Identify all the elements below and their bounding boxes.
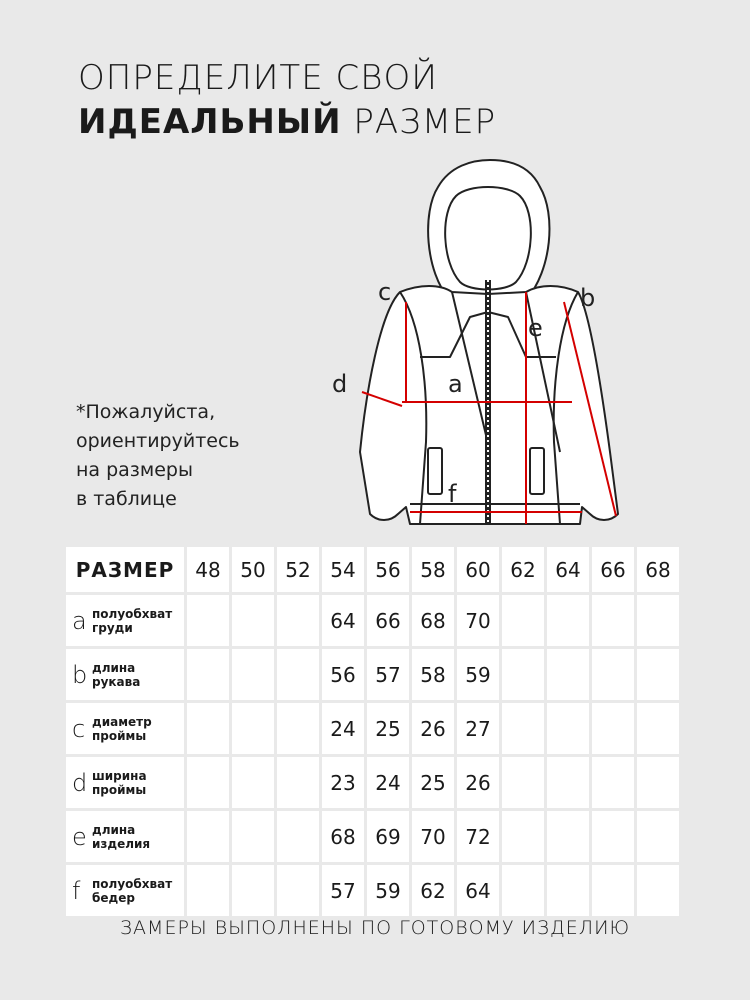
row-label	[66, 595, 184, 646]
row-param	[92, 607, 172, 635]
table-cell	[592, 811, 634, 862]
table-cell: 70	[412, 811, 454, 862]
label-e: e	[528, 314, 543, 342]
table-cell	[232, 703, 274, 754]
table-cell	[232, 757, 274, 808]
row-label	[66, 703, 184, 754]
table-row	[66, 757, 679, 808]
size-table	[63, 544, 682, 919]
table-cell: 68	[412, 595, 454, 646]
row-param-line: полуобхват	[92, 876, 173, 891]
note-line: в таблице	[76, 488, 177, 510]
header-size-62: 62	[502, 547, 544, 592]
table-cell	[277, 649, 319, 700]
table-cell: 24	[367, 757, 409, 808]
header-size-58: 58	[412, 547, 454, 592]
table-cell: 59	[457, 649, 499, 700]
row-label	[66, 865, 184, 916]
hood-opening	[445, 187, 531, 290]
title-line-2	[78, 100, 496, 144]
table-cell	[547, 649, 589, 700]
table-cell: 23	[322, 757, 364, 808]
row-param	[92, 769, 147, 797]
table-cell	[277, 703, 319, 754]
header-size-66: 66	[592, 547, 634, 592]
table-cell	[592, 649, 634, 700]
row-param-line: длина	[92, 822, 136, 837]
row-param-line: рукава	[92, 674, 141, 689]
table-cell: 59	[367, 865, 409, 916]
table-cell	[502, 703, 544, 754]
row-letter: c	[72, 714, 86, 743]
table-cell: 57	[367, 649, 409, 700]
table-cell	[547, 703, 589, 754]
table-cell: 68	[322, 811, 364, 862]
table-cell	[502, 595, 544, 646]
table-row	[66, 703, 679, 754]
row-param-line: полуобхват	[92, 606, 173, 621]
table-cell	[187, 757, 229, 808]
table-cell	[637, 865, 679, 916]
row-param-line: бедер	[92, 890, 135, 905]
table-cell: 66	[367, 595, 409, 646]
table-header-row	[66, 547, 679, 592]
table-cell	[637, 811, 679, 862]
row-label	[66, 649, 184, 700]
header-label: РАЗМЕР	[66, 547, 184, 592]
table-cell	[232, 595, 274, 646]
left-pocket	[428, 448, 442, 494]
header-size-54: 54	[322, 547, 364, 592]
table-cell: 26	[412, 703, 454, 754]
table-cell: 27	[457, 703, 499, 754]
table-cell	[502, 811, 544, 862]
jacket-diagram	[320, 152, 640, 537]
table-cell	[547, 865, 589, 916]
note-line: ориентируйтесь	[76, 430, 240, 452]
table-cell	[232, 811, 274, 862]
table-cell: 56	[322, 649, 364, 700]
table-cell	[637, 595, 679, 646]
table-cell	[277, 811, 319, 862]
table-cell	[187, 703, 229, 754]
row-letter: b	[72, 660, 88, 689]
row-label	[66, 757, 184, 808]
table-cell	[637, 703, 679, 754]
label-a: a	[448, 370, 463, 398]
row-param	[92, 661, 140, 689]
table-cell	[502, 757, 544, 808]
table-cell: 64	[457, 865, 499, 916]
table-cell	[637, 649, 679, 700]
table-cell: 62	[412, 865, 454, 916]
row-param	[92, 877, 172, 905]
table-cell	[187, 649, 229, 700]
label-b: b	[580, 284, 596, 312]
table-cell: 64	[322, 595, 364, 646]
row-param	[92, 715, 152, 743]
row-param-line: проймы	[92, 782, 147, 797]
table-cell	[502, 649, 544, 700]
header-size-48: 48	[187, 547, 229, 592]
header-size-60: 60	[457, 547, 499, 592]
table-cell	[502, 865, 544, 916]
row-letter: e	[72, 822, 87, 851]
table-cell: 72	[457, 811, 499, 862]
table-cell: 69	[367, 811, 409, 862]
row-letter: f	[72, 876, 81, 905]
row-param	[92, 823, 150, 851]
header-size-64: 64	[547, 547, 589, 592]
table-cell	[547, 811, 589, 862]
page-title	[78, 56, 496, 144]
note-line: на размеры	[76, 459, 193, 481]
table-cell: 25	[412, 757, 454, 808]
label-f: f	[448, 480, 457, 508]
table-row	[66, 649, 679, 700]
title-line-1: ОПРЕДЕЛИТЕ СВОЙ	[78, 58, 438, 98]
table-cell	[277, 757, 319, 808]
header-size-56: 56	[367, 547, 409, 592]
row-param-line: груди	[92, 620, 133, 635]
table-row	[66, 595, 679, 646]
label-c: c	[378, 278, 392, 306]
table-cell: 26	[457, 757, 499, 808]
table-cell	[637, 757, 679, 808]
row-param-line: изделия	[92, 836, 151, 851]
row-param-line: ширина	[92, 768, 147, 783]
table-cell: 25	[367, 703, 409, 754]
row-letter: a	[72, 606, 87, 635]
header-size-68: 68	[637, 547, 679, 592]
table-cell	[592, 703, 634, 754]
table-cell	[277, 595, 319, 646]
row-param-line: длина	[92, 660, 136, 675]
table-cell	[547, 757, 589, 808]
table-cell	[592, 595, 634, 646]
title-bold-word: ИДЕАЛЬНЫЙ	[78, 102, 342, 142]
header-size-50: 50	[232, 547, 274, 592]
row-letter: d	[72, 768, 88, 797]
table-cell: 24	[322, 703, 364, 754]
row-param-line: проймы	[92, 728, 147, 743]
table-cell	[187, 865, 229, 916]
table-cell: 57	[322, 865, 364, 916]
table-cell	[232, 649, 274, 700]
note-line: *Пожалуйста,	[76, 401, 216, 423]
table-cell	[547, 595, 589, 646]
table-cell	[592, 865, 634, 916]
header-size-52: 52	[277, 547, 319, 592]
table-row	[66, 811, 679, 862]
table-row	[66, 865, 679, 916]
footer-note: ЗАМЕРЫ ВЫПОЛНЕНЫ ПО ГОТОВОМУ ИЗДЕЛИЮ	[119, 917, 631, 939]
table-cell	[592, 757, 634, 808]
title-rest-word: РАЗМЕР	[353, 102, 497, 142]
table-cell	[187, 811, 229, 862]
row-label	[66, 811, 184, 862]
table-cell: 70	[457, 595, 499, 646]
row-param-line: диаметр	[92, 714, 152, 729]
table-cell	[232, 865, 274, 916]
right-pocket	[530, 448, 544, 494]
table-cell	[187, 595, 229, 646]
label-d: d	[332, 370, 348, 398]
table-cell	[277, 865, 319, 916]
size-note	[76, 398, 240, 514]
table-cell: 58	[412, 649, 454, 700]
